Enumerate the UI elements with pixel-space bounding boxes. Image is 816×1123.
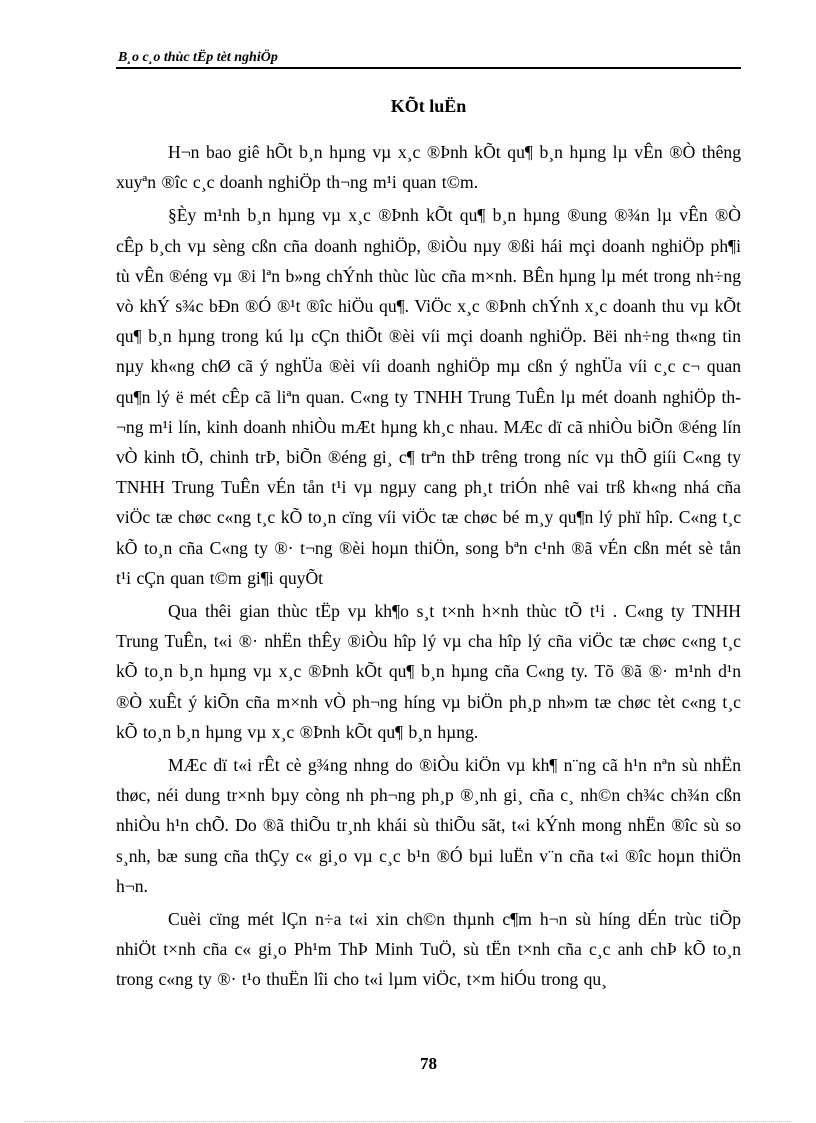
running-header: B¸o c¸o thùc tËp tèt nghiÖp [118,50,278,65]
footer-divider [24,1121,792,1122]
page-title: KÕt luËn [390,96,467,116]
paragraph-1: H¬n bao giê hÕt b¸n hµng vµ x¸c ®Þnh kÕt qu¶ b¸n hµng lµ vÊn ®Ò thêng xuyªn ®îc c¸c doanh nghiÖp th¬ng m¹i quan t©m. [116,142,741,193]
body-text [116,137,741,998]
header-rule [116,67,741,69]
page-number: 78 [420,1054,437,1073]
paragraph-2: §Èy m¹nh b¸n hµng vµ x¸c ®Þnh kÕt qu¶ b¸n hµng ®ung ®¾n lµ vÊn ®Ò cÊp b¸ch vµ sèng cßn cña doanh nghiÖp, ®iÒu nµy ®ßi hái mçi doanh nghiÖp ph¶i tù vÊn ®éng vµ ®i lªn b»ng chÝnh thùc lùc cña m×nh. BÊn hµng lµ mét trong nh÷ng vò khÝ s¾c bÐn ®Ó ®¹t ®îc hiÖu qu¶. ViÖc x¸c ®Þnh chÝnh x¸c doanh thu vµ kÕt qu¶ b¸n hµng trong kú lµ cÇn thiÕt ®èi víi mçi doanh nghiÖp. Bëi nh÷ng th«ng tin nµy kh«ng chØ cã ý nghÜa ®èi víi doanh nghiÖp mµ cßn ý nghÜa víi c¸c c¬ quan qu¶n lý ë mét cÊp cã liªn quan. C«ng ty TNHH Trung TuÊn lµ mét doanh nghiÖp th¬ng m¹i lín, kinh doanh nhiÒu mÆt hµng kh¸c nhau. MÆc dï cã nhiÒu biÕn ®éng lín vÒ kinh tÕ, chinh trÞ, biÕn ®éng gi¸ c¶ trªn thÞ trêng trong níc vµ thÕ giíi C«ng ty TNHH Trung TuÊn vÉn tån t¹i vµ ngµy cang ph¸t triÓn nhê vai trß kh«ng nhá cña viÖc tæ chøc c«ng t¸c kÕ to¸n cïng víi viÖc tæ chøc bé m¸y qu¶n lý phï hîp. C«ng t¸c kÕ to¸n cña C«ng ty ®· t¬ng ®èi hoµn thiÖn, song bªn c¹nh ®ã vÉn cßn mét sè tån t¹i cÇn quan t©m gi¶i quyÕt [116,205,741,588]
paragraph-4: MÆc dï t«i rÊt cè g¾ng nhng do ®iÒu kiÖn vµ kh¶ n¨ng cã h¹n nªn sù nhËn thøc, néi dung tr×nh bµy còng nh ph¬ng ph¸p ®¸nh gi¸ cña c¸ nh©n ch¾c ch¾n cßn nhiÒu h¹n chÕ. Do ®ã thiÕu tr¸nh khái sù thiÕu sãt, t«i kÝnh mong nhËn ®îc sù so s¸nh, bæ sung cña thÇy c« gi¸o vµ c¸c b¹n ®Ó bµi luËn v¨n cña t«i ®îc hoµn thiÖn h¬n. [116,755,741,896]
paragraph-5: Cuèi cïng mét lÇn n÷a t«i xin ch©n thµnh c¶m h¬n sù híng dÉn trùc tiÕp nhiÖt t×nh cña c« gi¸o Ph¹m ThÞ Minh TuÖ, sù tËn t×nh cña c¸c anh chÞ kÕ to¸n trong c«ng ty ®· t¹o thuËn lîi cho t«i lµm viÖc, t×m hiÓu trong qu¸ [116,909,741,990]
paragraph-3: Qua thêi gian thùc tËp vµ kh¶o s¸t t×nh h×nh thùc tÕ t¹i . C«ng ty TNHH Trung TuÊn, t«i ®· nhËn thÊy ®iÒu hîp lý vµ cha hîp lý cña viÖc tæ chøc c«ng t¸c kÕ to¸n b¸n hµng vµ x¸c ®Þnh kÕt qu¶ b¸n hµng cña C«ng ty. Tõ ®ã ®· m¹nh d¹n ®Ò xuÊt ý kiÕn cña m×nh vÒ ph¬ng híng vµ biÖn ph¸p nh»m tæ chøc tèt c«ng t¸c kÕ to¸n b¸n hµng vµ x¸c ®Þnh kÕt qu¶ b¸n hµng. [116,601,741,742]
